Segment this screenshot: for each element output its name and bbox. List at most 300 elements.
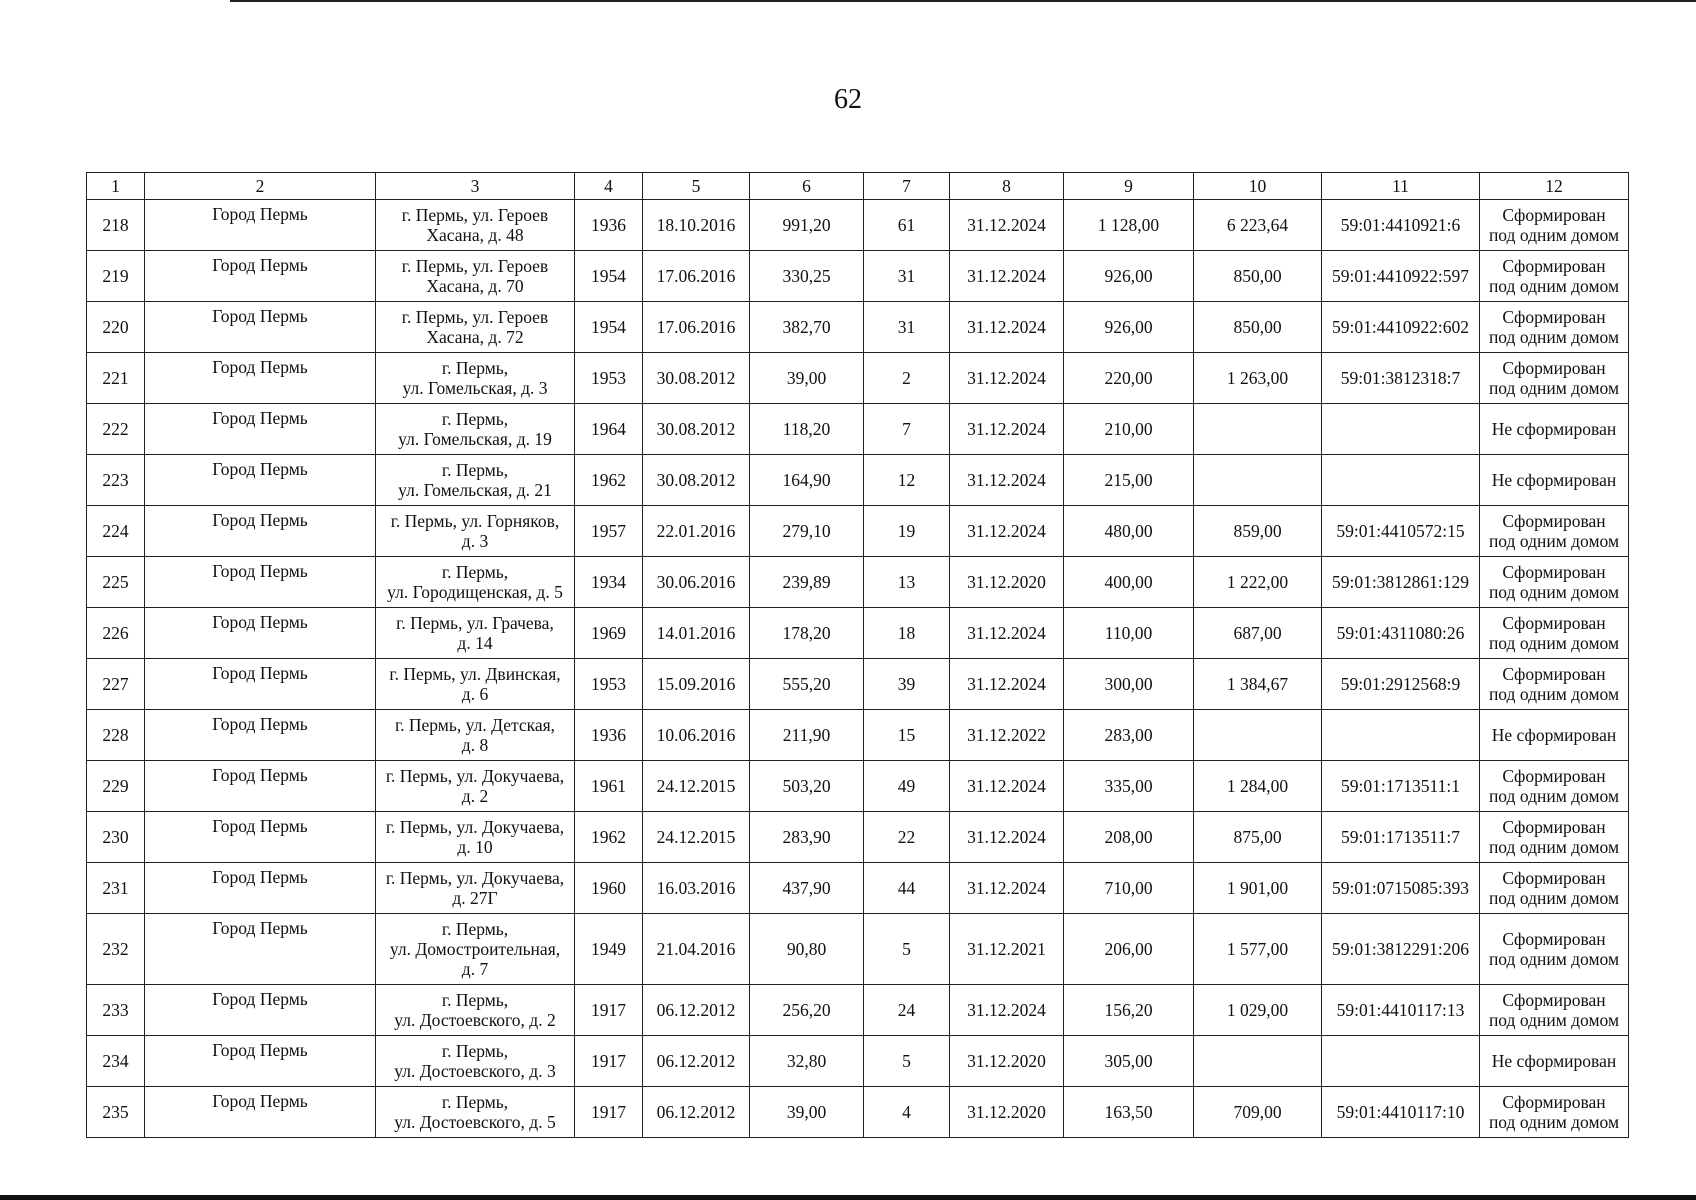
table-row: [87, 557, 1629, 608]
area-cell: 178,20: [750, 608, 864, 659]
address-cell: [376, 302, 575, 353]
date-cell: 18.10.2016: [643, 200, 750, 251]
table-row: [87, 608, 1629, 659]
municipality-cell: Город Пермь: [145, 200, 376, 251]
cadastral-number-cell: 59:01:4410921:6: [1322, 200, 1480, 251]
status-line: Не сформирован: [1491, 1051, 1617, 1071]
row-number: 229: [87, 761, 145, 812]
municipality-cell: Город Пермь: [145, 608, 376, 659]
cadastral-number-cell: 59:01:3812291:206: [1322, 914, 1480, 985]
row-number: 231: [87, 863, 145, 914]
cadastral-number-cell: 59:01:4410572:15: [1322, 506, 1480, 557]
residents-cell: 44: [864, 863, 950, 914]
year-cell: 1957: [575, 506, 643, 557]
address-line: г. Пермь, ул. Героев: [401, 205, 549, 225]
address-line: д. 3: [461, 531, 489, 551]
address-line: г. Пермь, ул. Двинская,: [389, 664, 561, 684]
land-status-cell: [1480, 353, 1629, 404]
address-cell: [376, 985, 575, 1036]
residents-cell: 24: [864, 985, 950, 1036]
status-line: под одним домом: [1488, 888, 1620, 908]
value-col10-cell: 1 384,67: [1194, 659, 1322, 710]
deadline-cell: 31.12.2024: [950, 455, 1064, 506]
cadastral-number-cell: 59:01:4410922:597: [1322, 251, 1480, 302]
address-cell: [376, 812, 575, 863]
year-cell: 1917: [575, 985, 643, 1036]
row-number: 235: [87, 1087, 145, 1138]
year-cell: 1953: [575, 353, 643, 404]
residents-cell: 5: [864, 1036, 950, 1087]
value-col9-cell: 206,00: [1064, 914, 1194, 985]
date-cell: 15.09.2016: [643, 659, 750, 710]
deadline-cell: 31.12.2024: [950, 761, 1064, 812]
cadastral-number-cell: [1322, 1036, 1480, 1087]
value-col10-cell: 1 029,00: [1194, 985, 1322, 1036]
status-line: под одним домом: [1488, 684, 1620, 704]
residents-cell: 18: [864, 608, 950, 659]
land-status-cell: [1480, 659, 1629, 710]
address-line: ул. Достоевского, д. 3: [394, 1061, 556, 1081]
status-line: Сформирован: [1502, 205, 1606, 225]
deadline-cell: 31.12.2020: [950, 557, 1064, 608]
col-header: 5: [643, 173, 750, 200]
value-col10-cell: [1194, 1036, 1322, 1087]
year-cell: 1953: [575, 659, 643, 710]
value-col9-cell: 110,00: [1064, 608, 1194, 659]
address-line: ул. Домостроительная,: [389, 939, 561, 959]
residents-cell: 39: [864, 659, 950, 710]
value-col10-cell: [1194, 404, 1322, 455]
residents-cell: 7: [864, 404, 950, 455]
date-cell: 21.04.2016: [643, 914, 750, 985]
area-cell: 283,90: [750, 812, 864, 863]
row-number: 234: [87, 1036, 145, 1087]
municipality-cell: Город Пермь: [145, 251, 376, 302]
status-line: под одним домом: [1488, 327, 1620, 347]
year-cell: 1969: [575, 608, 643, 659]
land-status-cell: [1480, 608, 1629, 659]
row-number: 225: [87, 557, 145, 608]
land-status-cell: [1480, 985, 1629, 1036]
deadline-cell: 31.12.2024: [950, 659, 1064, 710]
status-line: под одним домом: [1488, 633, 1620, 653]
address-line: ул. Гомельская, д. 3: [402, 378, 548, 398]
value-col10-cell: [1194, 455, 1322, 506]
address-line: г. Пермь,: [441, 1092, 509, 1112]
value-col9-cell: 208,00: [1064, 812, 1194, 863]
table-row: [87, 302, 1629, 353]
land-status-cell: [1480, 710, 1629, 761]
cadastral-number-cell: [1322, 710, 1480, 761]
deadline-cell: 31.12.2022: [950, 710, 1064, 761]
value-col10-cell: 850,00: [1194, 251, 1322, 302]
municipality-cell: Город Пермь: [145, 455, 376, 506]
value-col10-cell: 687,00: [1194, 608, 1322, 659]
address-cell: [376, 404, 575, 455]
address-cell: [376, 557, 575, 608]
status-line: под одним домом: [1488, 1010, 1620, 1030]
cadastral-number-cell: 59:01:0715085:393: [1322, 863, 1480, 914]
date-cell: 10.06.2016: [643, 710, 750, 761]
residents-cell: 49: [864, 761, 950, 812]
address-line: г. Пермь,: [441, 409, 509, 429]
date-cell: 17.06.2016: [643, 302, 750, 353]
year-cell: 1961: [575, 761, 643, 812]
address-cell: [376, 455, 575, 506]
deadline-cell: 31.12.2024: [950, 302, 1064, 353]
address-line: г. Пермь,: [441, 562, 509, 582]
date-cell: 14.01.2016: [643, 608, 750, 659]
municipality-cell: Город Пермь: [145, 1036, 376, 1087]
residents-cell: 2: [864, 353, 950, 404]
status-line: Сформирован: [1502, 511, 1606, 531]
address-line: г. Пермь,: [441, 990, 509, 1010]
date-cell: 06.12.2012: [643, 1087, 750, 1138]
date-cell: 24.12.2015: [643, 761, 750, 812]
address-cell: [376, 353, 575, 404]
status-line: под одним домом: [1488, 949, 1620, 969]
address-line: г. Пермь, ул. Докучаева,: [385, 817, 565, 837]
area-cell: 991,20: [750, 200, 864, 251]
col-header: 10: [1194, 173, 1322, 200]
area-cell: 330,25: [750, 251, 864, 302]
area-cell: 39,00: [750, 353, 864, 404]
col-header: 7: [864, 173, 950, 200]
row-number: 227: [87, 659, 145, 710]
address-line: ул. Достоевского, д. 5: [394, 1112, 556, 1132]
year-cell: 1954: [575, 302, 643, 353]
status-line: Сформирован: [1502, 613, 1606, 633]
municipality-cell: Город Пермь: [145, 302, 376, 353]
land-status-cell: [1480, 761, 1629, 812]
date-cell: 17.06.2016: [643, 251, 750, 302]
cadastral-number-cell: 59:01:3812318:7: [1322, 353, 1480, 404]
status-line: Сформирован: [1502, 664, 1606, 684]
area-cell: 32,80: [750, 1036, 864, 1087]
status-line: Не сформирован: [1491, 470, 1617, 490]
status-line: Сформирован: [1502, 256, 1606, 276]
address-line: ул. Городищенская, д. 5: [387, 582, 563, 602]
row-number: 218: [87, 200, 145, 251]
address-line: г. Пермь, ул. Детская,: [394, 715, 556, 735]
area-cell: 382,70: [750, 302, 864, 353]
area-cell: 555,20: [750, 659, 864, 710]
status-line: Сформирован: [1502, 307, 1606, 327]
date-cell: 30.06.2016: [643, 557, 750, 608]
land-status-cell: [1480, 863, 1629, 914]
table-row: [87, 863, 1629, 914]
address-line: г. Пермь,: [441, 460, 509, 480]
status-line: Не сформирован: [1491, 419, 1617, 439]
land-status-cell: [1480, 506, 1629, 557]
address-line: д. 7: [461, 959, 489, 979]
land-status-cell: [1480, 914, 1629, 985]
status-line: под одним домом: [1488, 582, 1620, 602]
value-col10-cell: 859,00: [1194, 506, 1322, 557]
area-cell: 39,00: [750, 1087, 864, 1138]
deadline-cell: 31.12.2024: [950, 353, 1064, 404]
address-cell: [376, 251, 575, 302]
status-line: под одним домом: [1488, 378, 1620, 398]
residents-cell: 31: [864, 251, 950, 302]
residents-cell: 12: [864, 455, 950, 506]
deadline-cell: 31.12.2020: [950, 1036, 1064, 1087]
table-row: [87, 659, 1629, 710]
status-line: Сформирован: [1502, 817, 1606, 837]
address-line: г. Пермь,: [441, 919, 509, 939]
municipality-cell: Город Пермь: [145, 1087, 376, 1138]
residents-cell: 15: [864, 710, 950, 761]
cadastral-number-cell: [1322, 404, 1480, 455]
address-line: г. Пермь,: [441, 358, 509, 378]
status-line: Сформирован: [1502, 868, 1606, 888]
cadastral-number-cell: 59:01:4410117:10: [1322, 1087, 1480, 1138]
address-cell: [376, 506, 575, 557]
address-line: Хасана, д. 48: [426, 225, 524, 245]
date-cell: 06.12.2012: [643, 985, 750, 1036]
address-line: ул. Достоевского, д. 2: [394, 1010, 556, 1030]
deadline-cell: 31.12.2024: [950, 200, 1064, 251]
value-col10-cell: [1194, 710, 1322, 761]
area-cell: 211,90: [750, 710, 864, 761]
municipality-cell: Город Пермь: [145, 404, 376, 455]
municipality-cell: Город Пермь: [145, 506, 376, 557]
status-line: под одним домом: [1488, 1112, 1620, 1132]
date-cell: 30.08.2012: [643, 404, 750, 455]
land-status-cell: [1480, 557, 1629, 608]
land-status-cell: [1480, 1087, 1629, 1138]
value-col9-cell: 215,00: [1064, 455, 1194, 506]
col-header: 9: [1064, 173, 1194, 200]
table-row: [87, 251, 1629, 302]
status-line: Сформирован: [1502, 929, 1606, 949]
deadline-cell: 31.12.2024: [950, 863, 1064, 914]
address-line: д. 8: [461, 735, 489, 755]
header-row: [87, 173, 1629, 200]
col-header: 6: [750, 173, 864, 200]
table-row: [87, 404, 1629, 455]
row-number: 222: [87, 404, 145, 455]
table-row: [87, 914, 1629, 985]
table-row: [87, 353, 1629, 404]
status-line: Не сформирован: [1491, 725, 1617, 745]
table-row: [87, 761, 1629, 812]
municipality-cell: Город Пермь: [145, 659, 376, 710]
deadline-cell: 31.12.2024: [950, 812, 1064, 863]
status-line: под одним домом: [1488, 837, 1620, 857]
value-col10-cell: 1 222,00: [1194, 557, 1322, 608]
status-line: Сформирован: [1502, 358, 1606, 378]
table-row: [87, 710, 1629, 761]
address-line: г. Пермь, ул. Героев: [401, 307, 549, 327]
address-line: Хасана, д. 72: [426, 327, 524, 347]
table-row: [87, 1036, 1629, 1087]
address-cell: [376, 659, 575, 710]
status-line: Сформирован: [1502, 766, 1606, 786]
land-status-cell: [1480, 455, 1629, 506]
year-cell: 1936: [575, 710, 643, 761]
land-status-cell: [1480, 812, 1629, 863]
deadline-cell: 31.12.2024: [950, 985, 1064, 1036]
year-cell: 1917: [575, 1087, 643, 1138]
land-status-cell: [1480, 1036, 1629, 1087]
value-col9-cell: 283,00: [1064, 710, 1194, 761]
value-col9-cell: 220,00: [1064, 353, 1194, 404]
value-col10-cell: 6 223,64: [1194, 200, 1322, 251]
municipality-cell: Город Пермь: [145, 863, 376, 914]
municipality-cell: Город Пермь: [145, 812, 376, 863]
address-line: д. 10: [457, 837, 493, 857]
area-cell: 164,90: [750, 455, 864, 506]
municipality-cell: Город Пермь: [145, 985, 376, 1036]
area-cell: 279,10: [750, 506, 864, 557]
row-number: 221: [87, 353, 145, 404]
date-cell: 16.03.2016: [643, 863, 750, 914]
scan-edge-top: [230, 0, 1696, 2]
address-line: г. Пермь,: [441, 1041, 509, 1061]
cadastral-number-cell: 59:01:2912568:9: [1322, 659, 1480, 710]
deadline-cell: 31.12.2020: [950, 1087, 1064, 1138]
row-number: 232: [87, 914, 145, 985]
value-col9-cell: 300,00: [1064, 659, 1194, 710]
value-col9-cell: 210,00: [1064, 404, 1194, 455]
deadline-cell: 31.12.2021: [950, 914, 1064, 985]
year-cell: 1949: [575, 914, 643, 985]
deadline-cell: 31.12.2024: [950, 251, 1064, 302]
status-line: Сформирован: [1502, 1092, 1606, 1112]
value-col9-cell: 400,00: [1064, 557, 1194, 608]
year-cell: 1917: [575, 1036, 643, 1087]
date-cell: 22.01.2016: [643, 506, 750, 557]
cadastral-number-cell: 59:01:1713511:7: [1322, 812, 1480, 863]
value-col9-cell: 926,00: [1064, 251, 1194, 302]
row-number: 228: [87, 710, 145, 761]
land-status-cell: [1480, 404, 1629, 455]
address-cell: [376, 761, 575, 812]
address-cell: [376, 608, 575, 659]
area-cell: 437,90: [750, 863, 864, 914]
status-line: под одним домом: [1488, 276, 1620, 296]
municipality-cell: Город Пермь: [145, 557, 376, 608]
table-row: [87, 1087, 1629, 1138]
page-number: 62: [834, 84, 862, 115]
cadastral-number-cell: 59:01:4410117:13: [1322, 985, 1480, 1036]
address-line: д. 2: [461, 786, 489, 806]
date-cell: 06.12.2012: [643, 1036, 750, 1087]
year-cell: 1960: [575, 863, 643, 914]
address-cell: [376, 914, 575, 985]
col-header: 2: [145, 173, 376, 200]
registry-table: [86, 172, 1629, 1138]
year-cell: 1964: [575, 404, 643, 455]
table-row: [87, 200, 1629, 251]
address-line: д. 27Г: [452, 888, 498, 908]
col-header: 1: [87, 173, 145, 200]
row-number: 233: [87, 985, 145, 1036]
address-cell: [376, 710, 575, 761]
row-number: 219: [87, 251, 145, 302]
col-header: 8: [950, 173, 1064, 200]
address-cell: [376, 1087, 575, 1138]
area-cell: 118,20: [750, 404, 864, 455]
col-header: 11: [1322, 173, 1480, 200]
col-header: 4: [575, 173, 643, 200]
address-cell: [376, 1036, 575, 1087]
address-cell: [376, 863, 575, 914]
area-cell: 503,20: [750, 761, 864, 812]
year-cell: 1934: [575, 557, 643, 608]
deadline-cell: 31.12.2024: [950, 608, 1064, 659]
table-row: [87, 506, 1629, 557]
address-line: ул. Гомельская, д. 21: [398, 480, 552, 500]
area-cell: 239,89: [750, 557, 864, 608]
residents-cell: 5: [864, 914, 950, 985]
table-body: [87, 200, 1629, 1138]
municipality-cell: Город Пермь: [145, 914, 376, 985]
address-line: г. Пермь, ул. Докучаева,: [385, 766, 565, 786]
address-line: г. Пермь, ул. Героев: [401, 256, 549, 276]
status-line: под одним домом: [1488, 531, 1620, 551]
value-col10-cell: 850,00: [1194, 302, 1322, 353]
address-line: д. 6: [461, 684, 489, 704]
address-line: Хасана, д. 70: [426, 276, 524, 296]
residents-cell: 13: [864, 557, 950, 608]
area-cell: 90,80: [750, 914, 864, 985]
date-cell: 30.08.2012: [643, 353, 750, 404]
value-col9-cell: 926,00: [1064, 302, 1194, 353]
residents-cell: 61: [864, 200, 950, 251]
year-cell: 1936: [575, 200, 643, 251]
cadastral-number-cell: [1322, 455, 1480, 506]
residents-cell: 22: [864, 812, 950, 863]
land-status-cell: [1480, 302, 1629, 353]
municipality-cell: Город Пермь: [145, 710, 376, 761]
scan-edge-bottom: [0, 1195, 1696, 1200]
residents-cell: 19: [864, 506, 950, 557]
col-header: 3: [376, 173, 575, 200]
table-row: [87, 985, 1629, 1036]
value-col9-cell: 163,50: [1064, 1087, 1194, 1138]
value-col9-cell: 710,00: [1064, 863, 1194, 914]
address-line: г. Пермь, ул. Горняков,: [390, 511, 560, 531]
year-cell: 1954: [575, 251, 643, 302]
value-col10-cell: 1 263,00: [1194, 353, 1322, 404]
address-line: г. Пермь, ул. Грачева,: [396, 613, 554, 633]
col-header: 12: [1480, 173, 1629, 200]
land-status-cell: [1480, 251, 1629, 302]
deadline-cell: 31.12.2024: [950, 506, 1064, 557]
value-col9-cell: 156,20: [1064, 985, 1194, 1036]
table-row: [87, 455, 1629, 506]
address-line: ул. Гомельская, д. 19: [398, 429, 552, 449]
residents-cell: 4: [864, 1087, 950, 1138]
date-cell: 24.12.2015: [643, 812, 750, 863]
year-cell: 1962: [575, 455, 643, 506]
status-line: Сформирован: [1502, 562, 1606, 582]
status-line: под одним домом: [1488, 225, 1620, 245]
date-cell: 30.08.2012: [643, 455, 750, 506]
table-row: [87, 812, 1629, 863]
row-number: 220: [87, 302, 145, 353]
value-col9-cell: 480,00: [1064, 506, 1194, 557]
address-line: г. Пермь, ул. Докучаева,: [385, 868, 565, 888]
row-number: 230: [87, 812, 145, 863]
row-number: 224: [87, 506, 145, 557]
value-col10-cell: 1 901,00: [1194, 863, 1322, 914]
status-line: Сформирован: [1502, 990, 1606, 1010]
municipality-cell: Город Пермь: [145, 353, 376, 404]
address-cell: [376, 200, 575, 251]
